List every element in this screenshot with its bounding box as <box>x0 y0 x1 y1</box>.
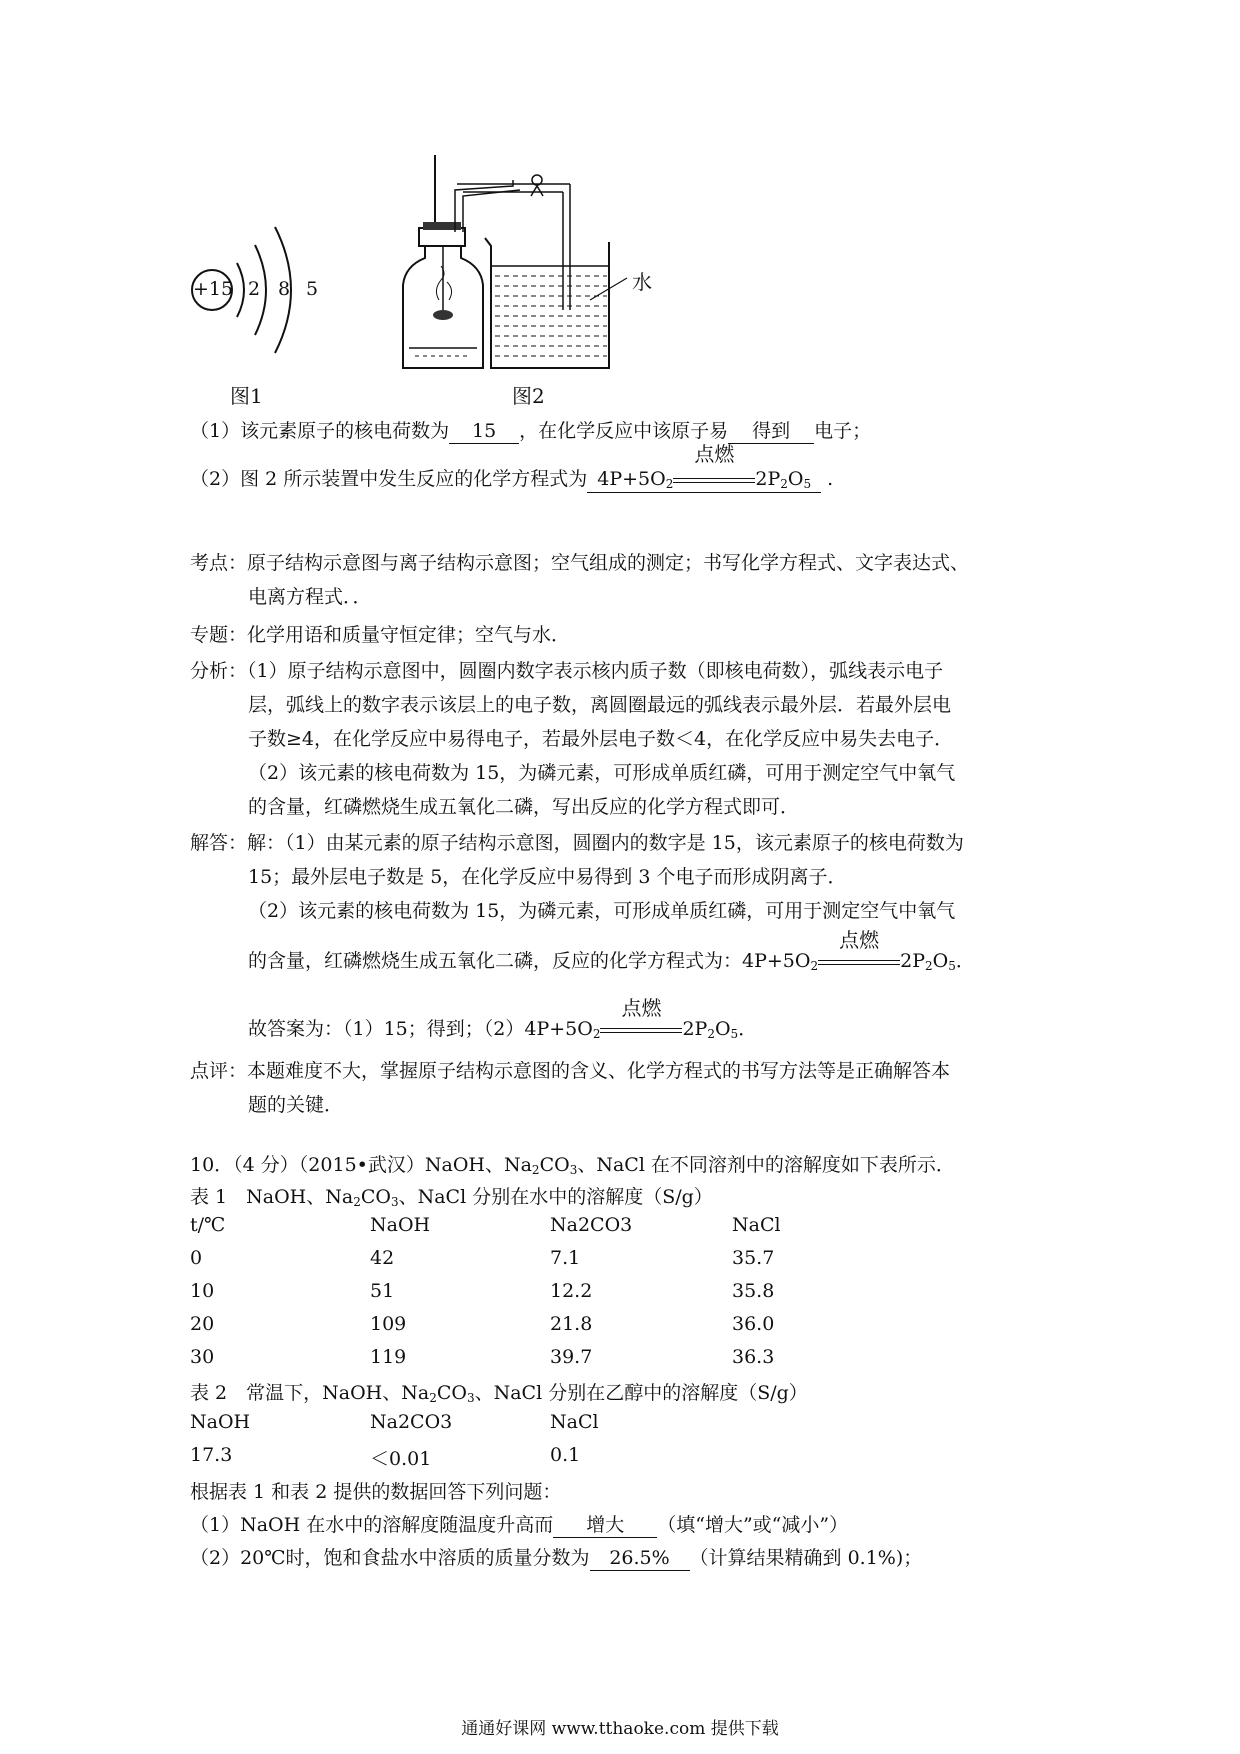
shell-3-electrons: 5 <box>306 278 319 300</box>
table1-header: t/℃ <box>190 1214 226 1236</box>
table-cell: 0 <box>190 1247 203 1269</box>
final-answer: 故答案为：（1）15；得到；$(2)4P+5O_2$ 点燃 $2P_2O_5$． <box>248 996 758 1041</box>
jieda-line2: 15；最外层电子数是 5，在化学反应中易得到 3 个电子而形成阴离子． <box>248 866 847 888</box>
table1-header: NaOH <box>370 1214 431 1236</box>
table2-header: NaOH <box>190 1411 251 1433</box>
table-cell: 36.3 <box>732 1346 775 1368</box>
q10-answer-increase: 增大 <box>553 1515 657 1538</box>
q10-answer-percent: 26.5% <box>590 1548 690 1571</box>
q10-intro: 根据表 1 和表 2 提供的数据回答下列问题： <box>190 1481 562 1503</box>
jieda: 解答：解：（1）由某元素的原子结构示意图，圆圈内的数字是 15，该元素原子的核电荷数为 <box>190 832 964 854</box>
table-cell: 17.3 <box>190 1444 233 1466</box>
dianping: 点评：本题难度不大，掌握原子结构示意图的含义、化学方程式的书写方法等是正确解答本 <box>190 1060 951 1082</box>
table-cell: 10 <box>190 1280 215 1302</box>
shell-1-electrons: 2 <box>248 278 261 300</box>
apparatus-diagram <box>395 150 685 375</box>
jieda-line4: 的含量，红磷燃烧生成五氧化二磷，反应的化学方程式为：$4P+5O_2$ 点燃 $2P_2O_5$． <box>248 928 975 973</box>
fenxi: 分析：（1）原子结构示意图中，圆圈内数字表示核内质子数（即核电荷数），弧线表示电子 <box>190 660 944 682</box>
q10-title: 10．（4 分）（2015•武汉）NaOH、$Na_2CO_3$、NaCl 在不同溶剂中的溶解度如下表所示． <box>190 1154 955 1177</box>
q10-part2: （2）20℃时，饱和食盐水中溶质的质量分数为 26.5% （计算结果精确到 0.1%)； <box>190 1547 923 1569</box>
table-cell: 36.0 <box>732 1313 775 1335</box>
zhuanti: 专题：化学用语和质量守恒定律；空气与水． <box>190 624 571 646</box>
q9-answer-charge: 15 <box>449 421 519 444</box>
table-cell: 109 <box>370 1313 407 1335</box>
q9-answer-gain: 得到 <box>728 421 814 444</box>
fenxi-line4: （2）该元素的核电荷数为 15，为磷元素，可形成单质红磷，可用于测定空气中氧气 <box>248 762 956 784</box>
table-cell: 51 <box>370 1280 395 1302</box>
table-cell: 12.2 <box>550 1280 593 1302</box>
jieda-line3: （2）该元素的核电荷数为 15，为磷元素，可形成单质红磷，可用于测定空气中氧气 <box>248 900 956 922</box>
table-cell: 30 <box>190 1346 215 1368</box>
table-cell: 0.1 <box>550 1444 581 1466</box>
kaodian-cont: 电离方程式．． <box>248 586 372 608</box>
water-label: 水 <box>632 270 652 294</box>
table2-header: NaCl <box>550 1411 599 1433</box>
table-cell: 42 <box>370 1247 395 1269</box>
table-cell: ＜0.01 <box>370 1448 432 1470</box>
table2-header: Na2CO3 <box>370 1411 453 1433</box>
atom-nucleus-label: +15 <box>193 278 234 300</box>
fenxi-line5: 的含量，红磷燃烧生成五氧化二磷，写出反应的化学方程式即可． <box>248 796 800 818</box>
q9-part2: （2）图 2 所示装置中发生反应的化学方程式为 $4P+5O_2$ 点燃 $2P_2O_5$ . <box>190 442 834 491</box>
q10-part1: （1）NaOH 在水中的溶解度随温度升高而 增大 （填“增大”或“减小”） <box>190 1514 849 1536</box>
q9-part1: （1）该元素原子的核电荷数为 15 ，在化学反应中该原子易 得到 电子； <box>190 420 872 442</box>
table2-title: 表 2 常温下，NaOH、$Na_2CO_3$、NaCl 分别在乙醇中的溶解度（S/g） <box>190 1382 808 1405</box>
table1-title: 表 1 NaOH、$Na_2CO_3$、NaCl 分别在水中的溶解度（S/g） <box>190 1186 713 1209</box>
q9-answer-equation: $4P+5O_2$ 点燃 $2P_2O_5$ <box>587 469 821 493</box>
table1-header: Na2CO3 <box>550 1214 633 1236</box>
shell-2-electrons: 8 <box>278 278 291 300</box>
table1-header: NaCl <box>732 1214 781 1236</box>
fig1-caption: 图1 <box>230 384 263 408</box>
fenxi-line3: 子数≥4，在化学反应中易得电子，若最外层电子数＜4，在化学反应中易失去电子． <box>248 728 954 750</box>
table-cell: 35.7 <box>732 1247 775 1269</box>
table-cell: 20 <box>190 1313 215 1335</box>
table-cell: 35.8 <box>732 1280 775 1302</box>
fenxi-line2: 层，弧线上的数字表示该层上的电子数，离圆圈最远的弧线表示最外层．若最外层电 <box>248 694 952 716</box>
table-cell: 119 <box>370 1346 407 1368</box>
table-cell: 7.1 <box>550 1247 581 1269</box>
page-footer: 通通好课网 www.tthaoke.com 提供下载 <box>461 1719 779 1739</box>
table-cell: 39.7 <box>550 1346 593 1368</box>
dianping-line2: 题的关键． <box>248 1094 344 1116</box>
table-cell: 21.8 <box>550 1313 593 1335</box>
kaodian: 考点：原子结构示意图与离子结构示意图；空气组成的测定；书写化学方程式、文字表达式、 <box>190 552 970 574</box>
fig2-caption: 图2 <box>512 384 545 408</box>
